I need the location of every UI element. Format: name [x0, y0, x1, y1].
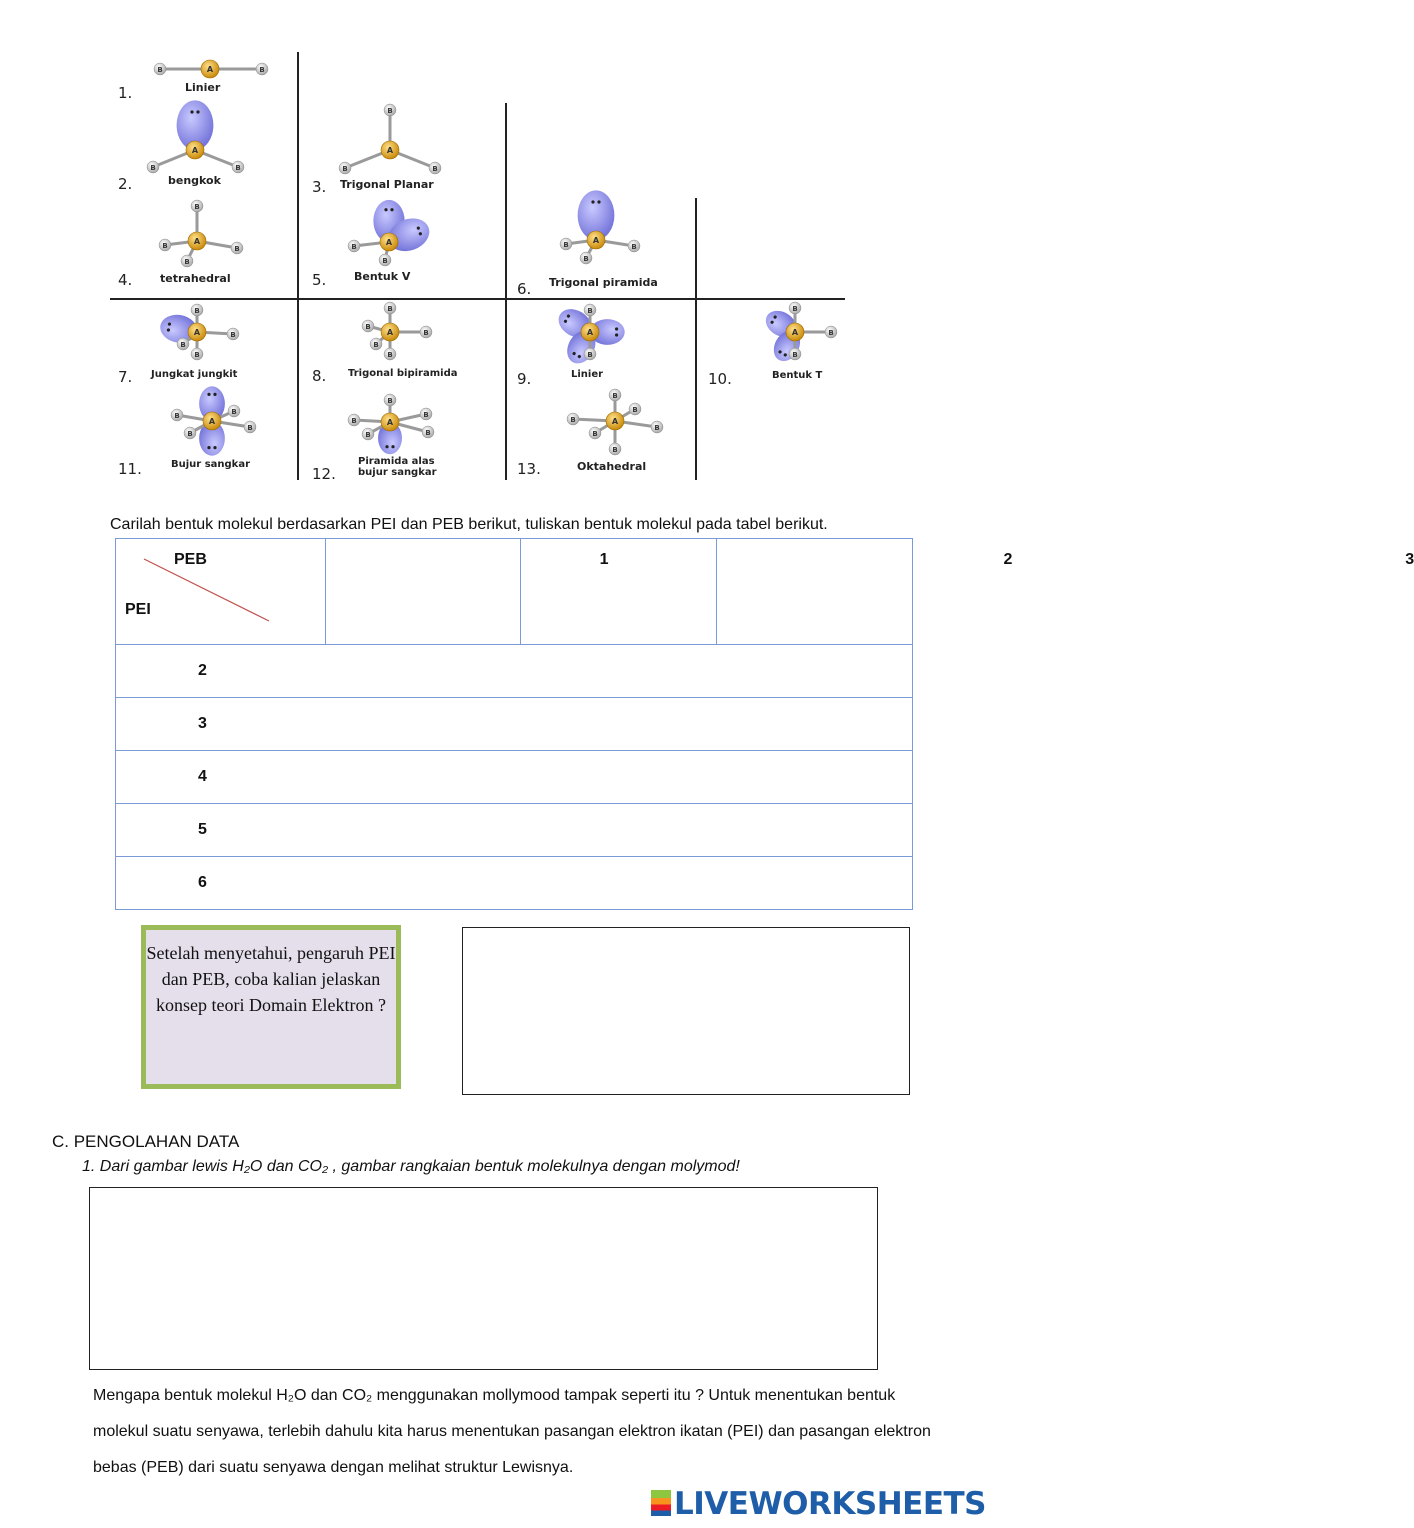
atom-b-label: B	[423, 329, 429, 337]
atom-b-label: B	[387, 351, 393, 359]
atom-b-label: B	[592, 430, 598, 438]
atom-b-label: B	[382, 257, 388, 265]
column-header	[717, 539, 1414, 645]
shape-label-12: Piramida alas bujur sangkar	[358, 456, 437, 478]
atom-b-label: B	[247, 424, 253, 432]
logo-icon	[651, 1490, 671, 1516]
atom-a-label: A	[206, 65, 214, 74]
atom-b-label: B	[570, 416, 576, 424]
atom-b-label: B	[631, 243, 637, 251]
shape-label-8: Trigonal bipiramida	[348, 368, 458, 379]
atom-b-label: B	[162, 242, 168, 250]
diagonal-line	[116, 539, 326, 644]
shape-label-3: Trigonal Planar	[340, 178, 434, 191]
atom-b-label: B	[184, 258, 190, 266]
atom-b-label: B	[187, 430, 193, 438]
table-row	[116, 645, 913, 698]
atom-a-label: A	[611, 417, 619, 426]
atom-b-label: B	[234, 245, 240, 253]
atom-b-label: B	[351, 417, 357, 425]
shape-label-6: Trigonal piramida	[549, 276, 658, 289]
atom-b-label: B	[583, 255, 589, 263]
atom-a-label: A	[191, 146, 199, 155]
brand-logo	[651, 1486, 986, 1522]
shape-label-13: Oktahedral	[577, 460, 647, 473]
atom-a-label: A	[386, 418, 394, 427]
shape-label-5: Bentuk V	[354, 270, 411, 283]
atom-b-label: B	[194, 307, 200, 315]
atom-b-label: B	[194, 351, 200, 359]
atom-b-label: B	[632, 406, 638, 414]
shape-number-5: 5.	[312, 271, 327, 289]
corner-pei: PEI	[125, 601, 151, 618]
row-label: 4	[116, 751, 913, 804]
row-label: 6	[116, 857, 913, 910]
atom-a-label: A	[386, 146, 394, 155]
grid-line	[297, 52, 299, 480]
atom-b-label: B	[612, 446, 618, 454]
column-header-label: 2	[1003, 551, 1013, 568]
atom-b-label: B	[351, 243, 357, 251]
column-header-label: 1	[599, 551, 609, 568]
grid-line	[505, 103, 507, 480]
brand-text: LIVEWORKSHEETS	[674, 1486, 986, 1522]
atom-b-label: B	[423, 411, 429, 419]
instruction-text: Carilah bentuk molekul berdasarkan PEI dan PEB berikut, tuliskan bentuk molekul pada tabel berikut.	[110, 516, 828, 533]
grid-line	[110, 298, 845, 300]
explanation-paragraph: Mengapa bentuk molekul H₂O dan CO₂ menggunakan mollymood tampak seperti itu ? Untuk menentukan bentuk molekul suatu senyawa, terlebih dahulu kita harus menentukan pasangan elektron ikatan (PEI) dan pasangan elektron bebas (PEB) dari suatu senyawa dengan melihat struktur Lewisnya.	[93, 1387, 931, 1476]
atom-b-label: B	[792, 305, 798, 313]
atom-b-label: B	[150, 164, 156, 172]
atom-b-label: B	[194, 203, 200, 211]
answer-box-1[interactable]	[89, 1187, 878, 1370]
atom-b-label: B	[157, 66, 163, 74]
column-header	[325, 539, 609, 645]
grid-line	[695, 198, 697, 480]
atom-b-label: B	[587, 307, 593, 315]
shape-number-12: 12.	[312, 465, 336, 483]
atom-b-label: B	[259, 66, 265, 74]
table-header-row	[116, 539, 913, 645]
atom-a-label: A	[791, 328, 799, 337]
shape-number-7: 7.	[118, 368, 133, 386]
table-row	[116, 751, 913, 804]
shape-label-9: Linier	[571, 369, 604, 380]
peb-pei-table	[115, 538, 1414, 910]
shape-number-13: 13.	[517, 460, 541, 478]
atom-b-label: B	[180, 341, 186, 349]
column-header-label: 3	[1405, 551, 1414, 568]
atom-b-label: B	[387, 107, 393, 115]
atom-a-label: A	[586, 328, 594, 337]
shape-label-4: tetrahedral	[160, 272, 231, 285]
atom-b-label: B	[612, 392, 618, 400]
table-row	[116, 857, 913, 910]
atom-a-label: A	[193, 237, 201, 246]
atom-b-label: B	[342, 165, 348, 173]
shape-number-2: 2.	[118, 175, 133, 193]
atom-b-label: B	[792, 351, 798, 359]
table-row	[116, 698, 913, 751]
column-header	[521, 539, 1013, 645]
atom-b-label: B	[373, 341, 379, 349]
atom-a-label: A	[386, 328, 394, 337]
shape-number-9: 9.	[517, 370, 532, 388]
row-label: 3	[116, 698, 913, 751]
atom-a-label: A	[193, 328, 201, 337]
corner-peb: PEB	[174, 551, 207, 568]
atom-b-label: B	[828, 329, 834, 337]
table-row	[116, 804, 913, 857]
row-label: 2	[116, 645, 913, 698]
atom-a-label: A	[385, 238, 393, 247]
atom-b-label: B	[563, 241, 569, 249]
shape-label-1: Linier	[185, 81, 221, 94]
atom-b-label: B	[365, 431, 371, 439]
section-title: C. PENGOLAHAN DATA	[52, 1132, 240, 1151]
shape-label-7: Jungkat jungkit	[151, 369, 238, 380]
atom-b-label: B	[365, 323, 371, 331]
shape-number-6: 6.	[517, 280, 532, 298]
shape-number-4: 4.	[118, 271, 133, 289]
atom-b-label: B	[387, 305, 393, 313]
atom-a-label: A	[592, 236, 600, 245]
answer-box[interactable]	[462, 927, 910, 1095]
question-box	[141, 925, 401, 1089]
atom-b-label: B	[231, 408, 237, 416]
shape-number-1: 1.	[118, 84, 133, 102]
atom-b-label: B	[587, 351, 593, 359]
corner-cell	[116, 539, 326, 645]
shape-number-3: 3.	[312, 178, 327, 196]
atom-a-label: A	[208, 417, 216, 426]
shape-number-8: 8.	[312, 367, 327, 385]
shape-number-11: 11.	[118, 460, 142, 478]
atom-b-label: B	[174, 412, 180, 420]
question-text: Setelah menyetahui, pengaruh PEI dan PEB, coba kalian jelaskan konsep teori Domain Elektron ?	[146, 943, 396, 1015]
atom-b-label: B	[387, 397, 393, 405]
atom-b-label: B	[432, 165, 438, 173]
atom-b-label: B	[235, 164, 241, 172]
shape-label-10: Bentuk T	[772, 370, 823, 381]
shape-label-11: Bujur sangkar	[171, 459, 251, 470]
shape-number-10: 10.	[708, 370, 732, 388]
shape-label-2: bengkok	[168, 174, 221, 187]
atom-b-label: B	[425, 429, 431, 437]
question-1: 1. Dari gambar lewis H₂O dan CO₂ , gambar rangkaian bentuk molekulnya dengan molymod!	[82, 1158, 740, 1175]
atom-b-label: B	[654, 424, 660, 432]
row-label: 5	[116, 804, 913, 857]
atom-b-label: B	[230, 331, 236, 339]
molecule-drawings	[0, 0, 1000, 495]
